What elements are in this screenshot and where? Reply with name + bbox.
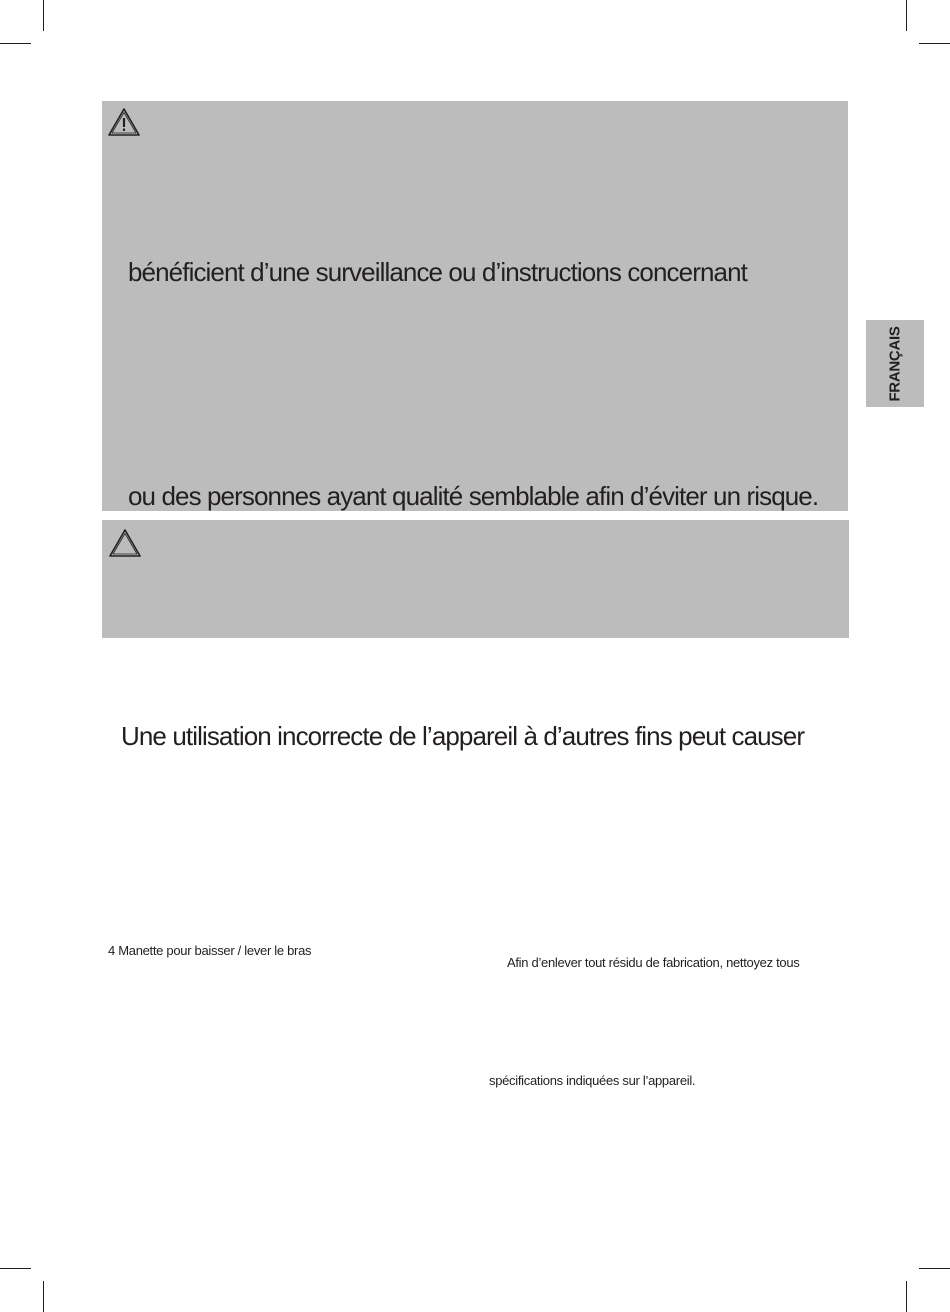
warning-text-line: bénéficient d’une surveillance ou d’instructions concernant [128,257,747,287]
language-tab-label: FRANÇAIS [886,325,904,402]
crop-mark [0,43,31,44]
crop-mark [906,1281,907,1312]
crop-mark [906,0,907,31]
crop-mark [43,1281,44,1312]
warning-triangle-icon [107,107,141,137]
warning-text-line: ou des personnes ayant qualité semblable afin d’éviter un risque. [128,481,819,511]
warning-box [102,101,848,511]
crop-mark [43,0,44,31]
crop-mark [919,1268,950,1269]
warning-box [102,520,849,638]
language-tab [866,320,924,407]
misuse-warning-text: Une utilisation incorrecte de l’appareil à d’autres fins peut causer [121,721,805,751]
warning-triangle-icon [108,528,142,558]
cleaning-instruction-text: Afin d’enlever tout résidu de fabrication, nettoyez tous [507,955,800,970]
crop-mark [0,1268,31,1269]
specifications-text: spécifications indiquées sur l’appareil. [489,1073,696,1088]
crop-mark [919,43,950,44]
parts-list-item: 4 Manette pour baisser / lever le bras [108,943,312,958]
